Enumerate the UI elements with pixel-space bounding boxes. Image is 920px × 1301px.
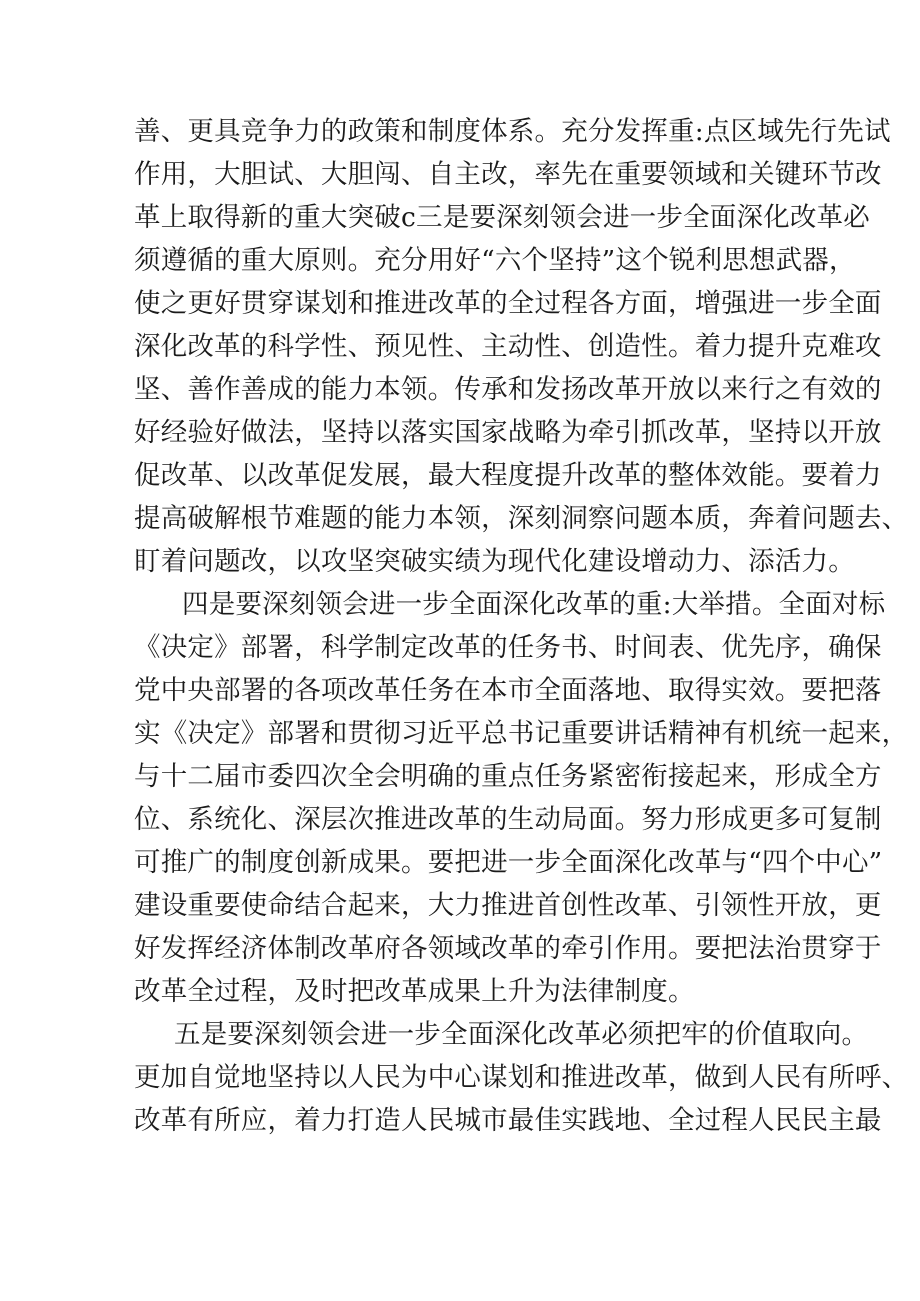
text-line: 改革有所应，着力打造人民城市最佳实践地、全过程人民民主最 xyxy=(134,1105,882,1136)
text-line: 与十二届市委四次全会明确的重点任务紧密衔接起来，形成全方 xyxy=(134,761,882,792)
text-line: 提高破解根节难题的能力本领，深刻洞察问题本质，奔着问题去、 xyxy=(134,503,909,534)
paragraph-policy-reform-principles xyxy=(134,110,909,583)
text-line: 五是要深刻领会进一步全面深化改革必须把牢的价值取向。 xyxy=(174,1019,869,1050)
paragraph-major-measures xyxy=(134,583,909,1013)
document-body xyxy=(134,110,909,1142)
text-line: 盯着问题改，以攻坚突破实绩为现代化建设增动力、添活力。 xyxy=(134,546,855,577)
text-line: 好经验好做法，坚持以落实国家战略为牵引抓改革，坚持以开放 xyxy=(134,417,882,448)
text-line: 深化改革的科学性、预见性、主动性、创造性。着力提升克难攻 xyxy=(134,331,882,362)
text-line: 四是要深刻领会进一步全面深化改革的重:大举措。全面对标 xyxy=(182,589,886,620)
text-line: 党中央部署的各项改革任务在本市全面落地、取得实效。要把落 xyxy=(134,675,882,706)
text-line: 《决定》部署，科学制定改革的任务书、时间表、优先序，确保 xyxy=(134,632,882,663)
text-line: 更加自觉地坚持以人民为中心谋划和推进改革，做到人民有所呼、 xyxy=(134,1062,909,1093)
text-line: 善、更具竞争力的政策和制度体系。充分发挥重:点区域先行先试 xyxy=(134,116,891,147)
text-line: 好发挥经济体制改革府各领域改革的牵引作用。要把法治贯穿于 xyxy=(134,933,882,964)
text-line: 促改革、以改革促发展，最大程度提升改革的整体效能。要着力 xyxy=(134,460,882,491)
text-line: 作用，大胆试、大胆闯、自主改，率先在重要领域和关键环节改 xyxy=(134,159,882,190)
text-line: 建设重要使命结合起来，大力推进首创性改革、引领性开放，更 xyxy=(134,890,882,921)
text-line: 实《决定》部署和贯彻习近平总书记重要讲话精神有机统一起来， xyxy=(134,718,909,749)
text-line: 坚、善作善成的能力本领。传承和发扬改革开放以来行之有效的 xyxy=(134,374,882,405)
text-line: 改革全过程，及时把改革成果上升为法律制度。 xyxy=(134,976,695,1007)
text-line: 位、系统化、深层次推进改革的生动局面。努力形成更多可复制 xyxy=(134,804,882,835)
text-line: 可推广的制度创新成果。要把进一步全面深化改革与“四个中心” xyxy=(134,847,883,878)
text-line: 革上取得新的重大突破c三是要深刻领会进一步全面深化改革必 xyxy=(134,202,870,233)
text-line: 须遵循的重大原则。充分用好“六个坚持”这个锐利思想武器， xyxy=(134,245,856,276)
text-line: 使之更好贯穿谋划和推进改革的全过程各方面，增强进一步全面 xyxy=(134,288,882,319)
paragraph-value-orientation xyxy=(134,1013,909,1142)
